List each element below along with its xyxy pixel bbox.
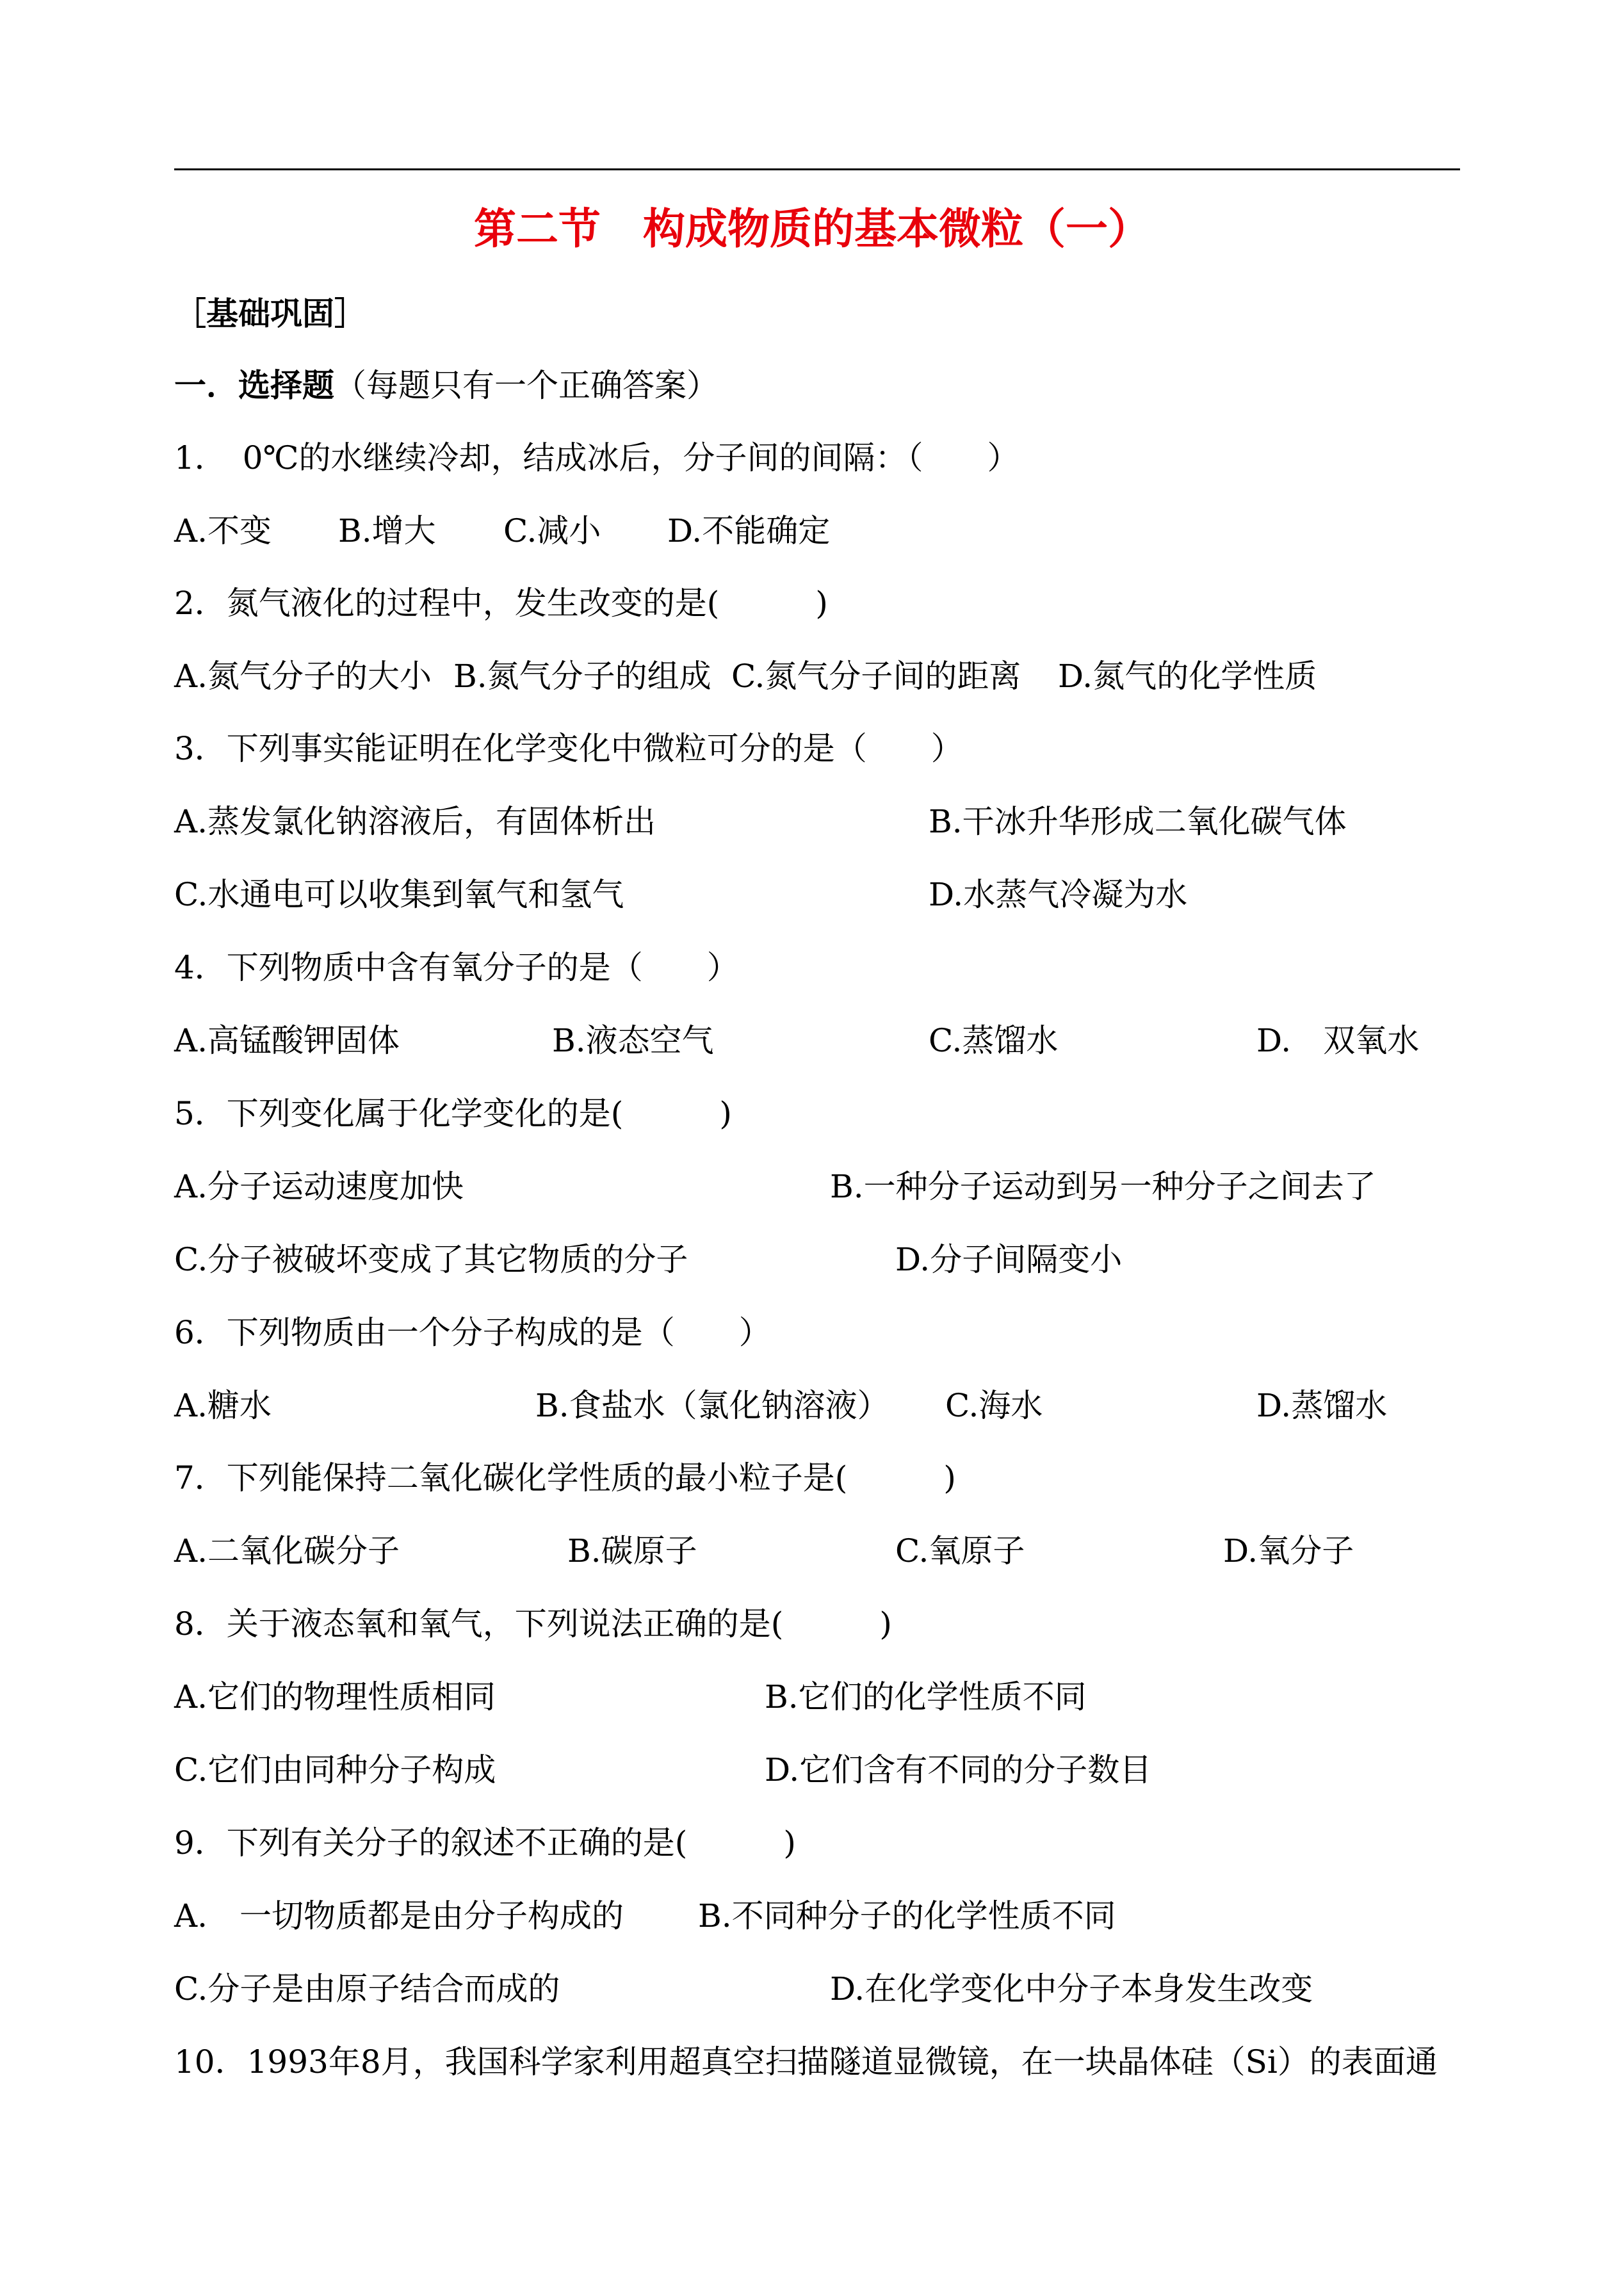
option: C.减小 [503,512,601,549]
part-label: 一．选择题 [174,366,334,404]
option: A.糖水 [174,1387,272,1424]
option: C.分子是由原子结合而成的 [174,1970,560,2007]
option: B.增大 [338,512,436,549]
part-heading [174,363,719,408]
question-stem: 2．氮气液化的过程中，发生改变的是( ) [174,585,828,622]
question-stem: 8．关于液态氧和氧气，下列说法正确的是( ) [174,1605,892,1642]
option: A.氮气分子的大小 [174,658,432,695]
option: B.它们的化学性质不同 [765,1678,1087,1715]
option: A.分子运动速度加快 [174,1168,464,1205]
question-stem: 6．下列物质由一个分子构成的是（ ） [174,1314,771,1351]
option: D.在化学变化中分子本身发生改变 [830,1970,1313,2007]
option: A.蒸发氯化钠溶液后，有固体析出 [174,803,656,840]
option: B.干冰升华形成二氧化碳气体 [929,803,1347,840]
option: B.碳原子 [567,1532,697,1569]
option: B.食盐水（氯化钠溶液） [535,1387,889,1424]
option: D.蒸馏水 [1256,1387,1388,1424]
option: D.分子间隔变小 [895,1241,1123,1278]
option: B.液态空气 [552,1022,714,1059]
option: A.它们的物理性质相同 [174,1678,496,1715]
option: A.高锰酸钾固体 [174,1022,400,1059]
option: B.一种分子运动到另一种分子之间去了 [830,1168,1376,1205]
header-rule [174,168,1460,170]
question-stem: 3．下列事实能证明在化学变化中微粒可分的是（ ） [174,730,963,767]
option: D.氧分子 [1223,1532,1354,1569]
section-heading: ［基础巩固］ [174,295,366,332]
option: C.氧原子 [895,1532,1025,1569]
option: C.蒸馏水 [929,1022,1059,1059]
option: A. 一切物质都是由分子构成的 [174,1897,624,1934]
question-stem: 10．1993年8月，我国科学家利用超真空扫描隧道显微镜，在一块晶体硅（Si）的表面通 [174,2043,1438,2080]
option: C.氮气分子间的距离 [731,658,1021,695]
option: C.水通电可以收集到氧气和氢气 [174,876,624,913]
option: D. 双氧水 [1256,1022,1420,1059]
question-stem: 5．下列变化属于化学变化的是( ) [174,1095,732,1132]
question-stem: 1． 0℃的水继续冷却，结成冰后，分子间的间隔：（ ） [174,439,1019,476]
option: C.它们由同种分子构成 [174,1751,496,1788]
question-stem: 4．下列物质中含有氧分子的是（ ） [174,949,739,986]
option: B.不同种分子的化学性质不同 [698,1897,1116,1934]
option: A.不变 [174,512,272,549]
option: C.海水 [945,1387,1043,1424]
question-stem: 9．下列有关分子的叙述不正确的是( ) [174,1824,796,1861]
option: A.二氧化碳分子 [174,1532,400,1569]
part-note: （每题只有一个正确答案） [334,367,719,404]
page-title: 第二节 构成物质的基本微粒（一） [474,204,1150,254]
option: D.氮气的化学性质 [1058,658,1317,695]
question-stem: 7．下列能保持二氧化碳化学性质的最小粒子是( ) [174,1459,956,1496]
option: B.氮气分子的组成 [453,658,711,695]
option: D.水蒸气冷凝为水 [929,876,1188,913]
option: D.它们含有不同的分子数目 [765,1751,1152,1788]
option: D.不能确定 [667,512,831,549]
option: C.分子被破坏变成了其它物质的分子 [174,1241,688,1278]
